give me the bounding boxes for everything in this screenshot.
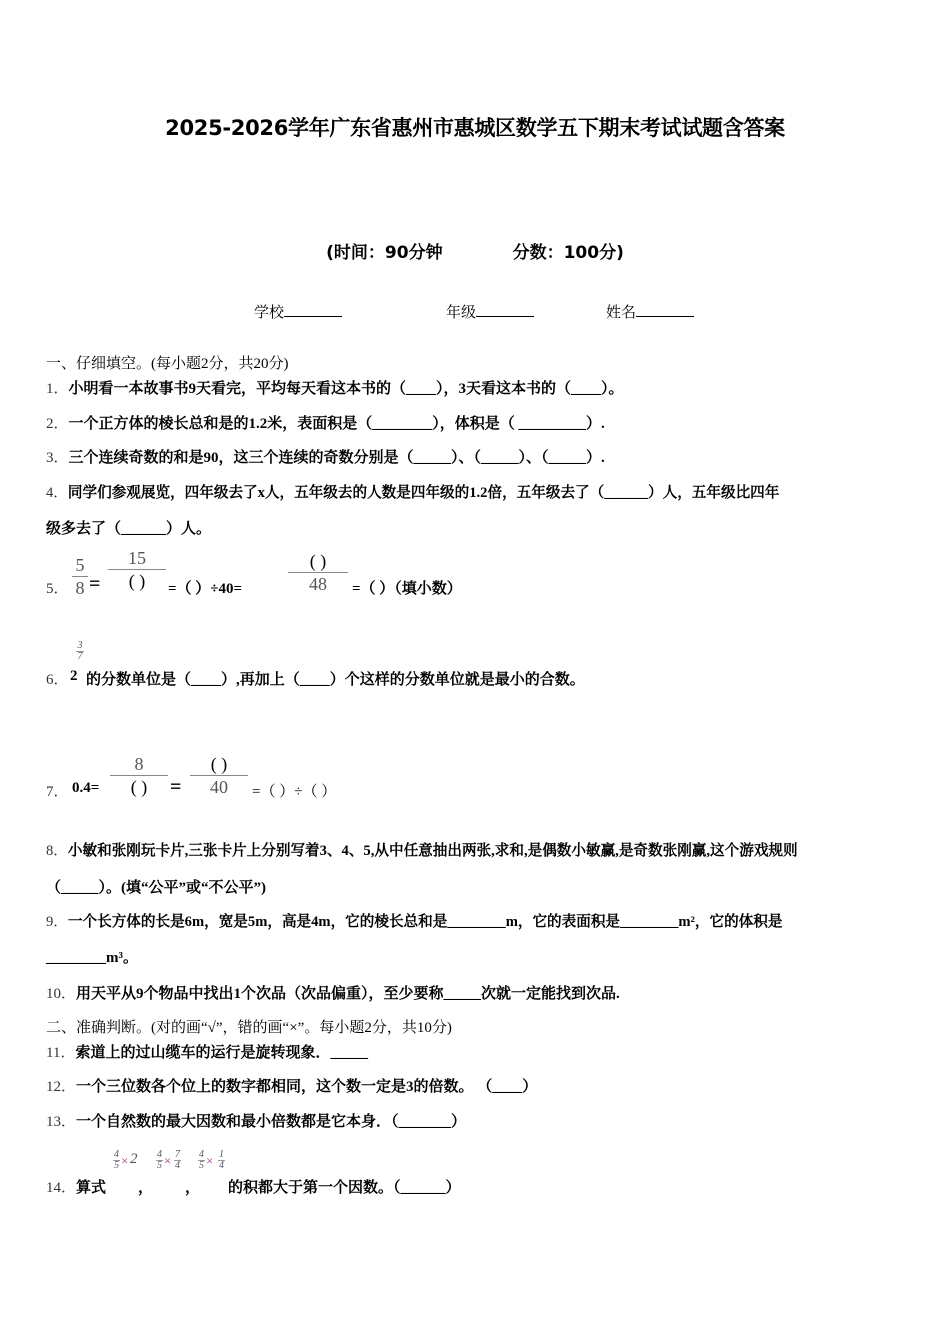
expression-3-fraction-b: 1 4	[219, 1149, 224, 1171]
expression-1-fraction: 4 5	[114, 1149, 119, 1171]
question-number: 7．	[46, 784, 69, 800]
expression-2-fraction-b: 7 4	[175, 1149, 180, 1171]
question-11	[46, 1041, 368, 1062]
question-text-line1: 小敏和张刚玩卡片,三张卡片上分别写着3、4、5,从中任意抽出两张,求和,是偶数小敏赢,是奇数张刚赢,这个游戏规则	[67, 843, 798, 859]
section-2-heading: 二、准确判断。(对的画“√”，错的画“×”。每小题2分，共10分)	[46, 1020, 452, 1036]
question-8	[46, 839, 798, 860]
question-number: 10．	[46, 986, 77, 1002]
document-title: 2025-2026学年广东省惠州市惠城区数学五下期末考试试题含答案	[165, 116, 785, 140]
question-8-cont: （_____）。(填“公平”或“不公平”)	[46, 880, 266, 896]
exam-score: 分数：100分)	[512, 243, 624, 263]
fraction-8-blank: 8 ( )	[110, 754, 168, 797]
question-3	[46, 446, 605, 467]
question-text: 的积都大于第一个因数。（______）	[228, 1180, 461, 1196]
times-icon: ×	[206, 1153, 214, 1168]
question-text: 三个连续奇数的和是90，这三个连续的奇数分别是（_____）、（_____）、（_____）.	[68, 450, 605, 466]
question-10	[46, 982, 620, 1003]
times-icon: ×	[121, 1153, 129, 1168]
grade-label: 年级	[446, 303, 477, 321]
question-text-line1: 同学们参观展览，四年级去了x人，五年级去的人数是四年级的1.2倍，五年级去了（______）人，五年级比四年	[67, 485, 780, 501]
fraction-blank-40: ( ) 40	[190, 754, 248, 797]
grade-blank[interactable]	[476, 302, 534, 317]
question-text: 索道上的过山缆车的运行是旋转现象．_____	[75, 1045, 368, 1061]
question-text: 的分数单位是（____）,再加上（____）个这样的分数单位就是最小的合数。	[86, 672, 585, 688]
question-text: 用天平从9个物品中找出1个次品（次品偏重），至少要称_____次就一定能找到次品.	[76, 986, 620, 1002]
question-number: 11．	[46, 1045, 76, 1061]
question-text: 一个正方体的棱长总和是的1.2米，表面积是（________），体积是（ _________）.	[68, 416, 605, 432]
name-blank[interactable]	[636, 302, 694, 317]
question-13	[46, 1110, 466, 1131]
question-2	[46, 412, 605, 433]
fraction-5-8: 5 8	[72, 555, 88, 598]
fraction-blank-48: ( ) 48	[288, 551, 348, 594]
question-12	[46, 1075, 537, 1096]
question-9	[46, 910, 783, 931]
name-field	[606, 301, 694, 322]
grade-field	[446, 301, 534, 322]
question-number: 4．	[46, 485, 68, 501]
school-label: 学校	[254, 303, 285, 321]
question-text: 一个三位数各个位上的数字都相同，这个数一定是3的倍数。 （____）	[76, 1079, 538, 1095]
expression-2-fraction-a: 4 5	[157, 1149, 162, 1171]
name-label: 姓名	[606, 303, 637, 321]
question-1	[46, 377, 624, 398]
school-field	[254, 301, 342, 322]
answer-blank[interactable]: ( )	[210, 754, 228, 774]
question-9-cont: ________m³。	[46, 950, 138, 966]
question-number: 3．	[46, 450, 69, 466]
question-4	[46, 481, 779, 502]
mixed-fraction-3-7: 3 7	[77, 640, 83, 662]
question-number: 14．	[46, 1180, 77, 1196]
fraction-15-blank: 15 ( )	[108, 548, 166, 591]
question-number: 6．	[46, 672, 69, 688]
answer-blank[interactable]: ( )	[128, 571, 146, 591]
question-4-cont: 级多去了（______）人。	[46, 521, 212, 537]
question-number: 8．	[46, 843, 68, 859]
question-number: 12．	[46, 1079, 77, 1095]
expression-3-fraction-a: 4 5	[199, 1149, 204, 1171]
question-number: 5．	[46, 581, 69, 597]
section-1-heading: 一、仔细填空。(每小题2分，共20分)	[46, 356, 289, 372]
question-text-line1: 一个长方体的长是6m，宽是5m，高是4m，它的棱长总和是________m，它的表面积是________m²，它的体积是	[67, 914, 783, 930]
question-lead: 算式	[76, 1180, 107, 1196]
question-number: 9．	[46, 914, 68, 930]
question-number: 13．	[46, 1114, 77, 1130]
times-icon: ×	[164, 1153, 172, 1168]
answer-blank[interactable]: ( )	[130, 777, 148, 797]
question-number: 1．	[46, 381, 69, 397]
question-text: 小明看一本故事书9天看完，平均每天看这本书的（____），3天看这本书的（____）。	[68, 381, 624, 397]
exam-meta	[0, 238, 950, 263]
question-number: 2．	[46, 416, 69, 432]
question-text: 一个自然数的最大因数和最小倍数都是它本身．（_______）	[76, 1114, 467, 1130]
school-blank[interactable]	[284, 302, 342, 317]
exam-time: (时间：90分钟	[326, 243, 443, 263]
answer-blank[interactable]: ( )	[309, 551, 327, 571]
